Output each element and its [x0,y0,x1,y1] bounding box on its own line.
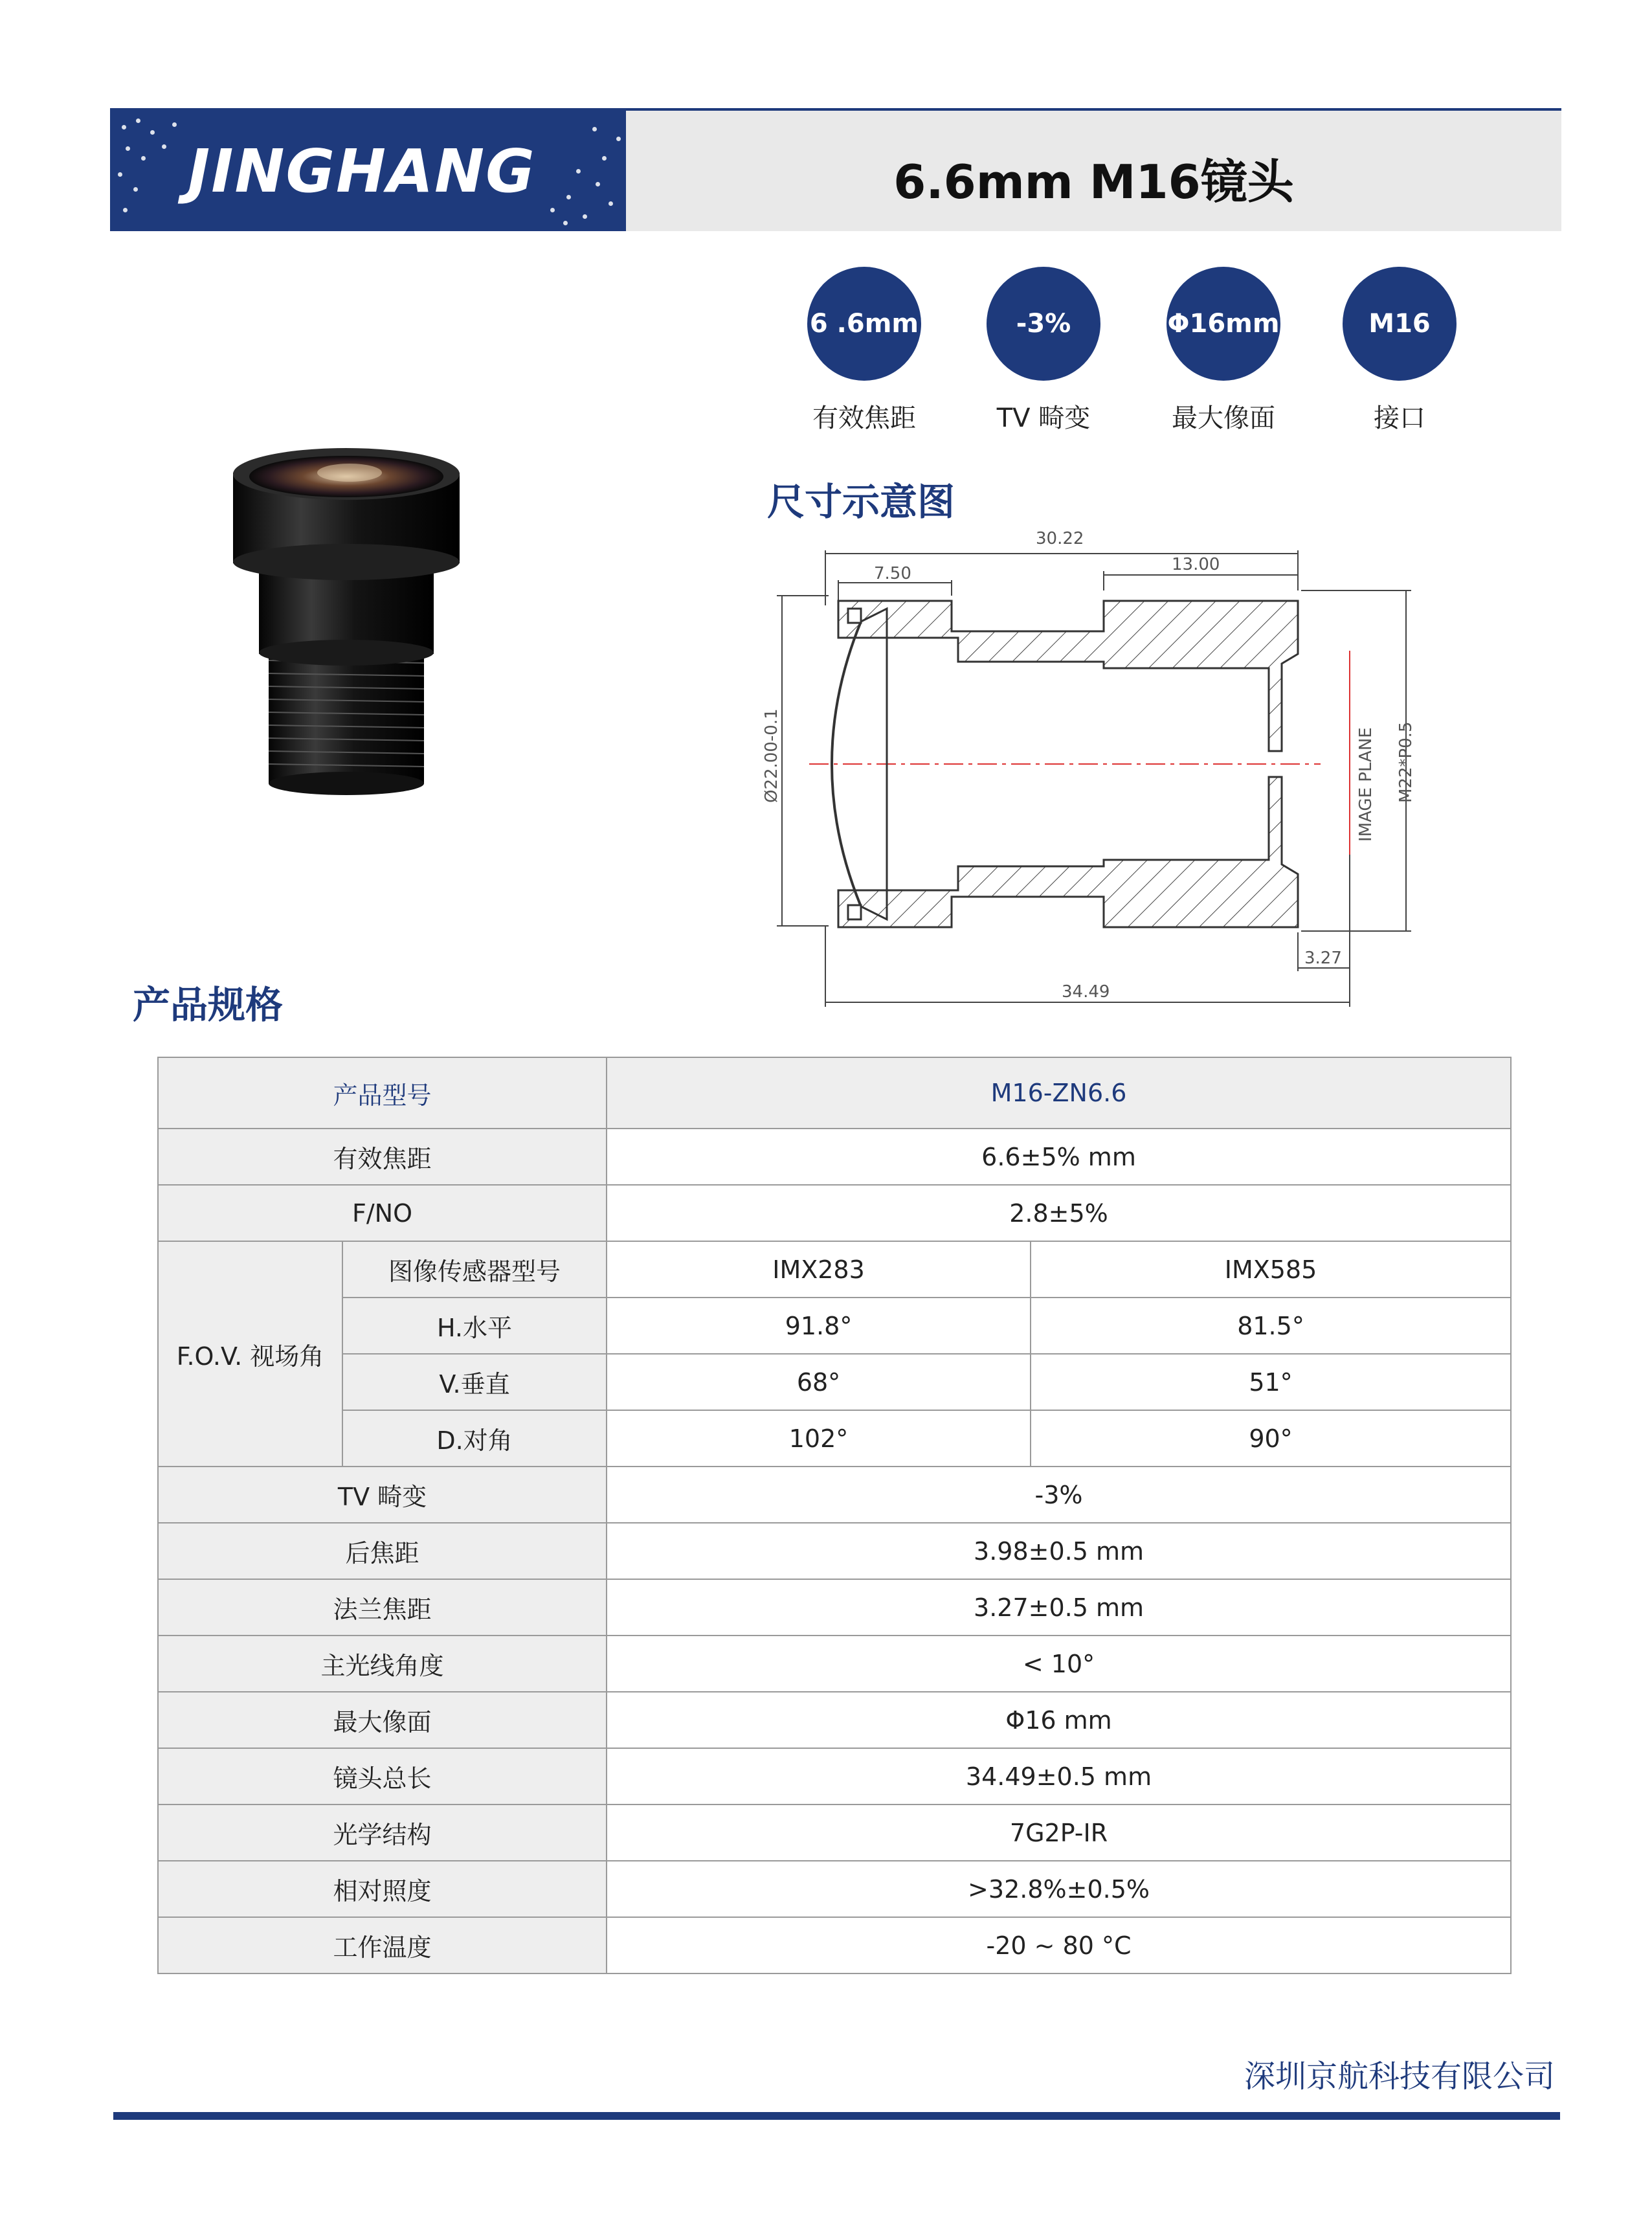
spec-label-cell: 镜头总长 [158,1748,607,1804]
fov-sub-label-cell: 图像传感器型号 [342,1241,607,1298]
lens-product-photo [220,447,473,796]
table-row [158,1354,1511,1410]
table-row [158,1804,1511,1861]
drawing-section-title: 尺寸示意图 [767,480,955,524]
focal-badge: 6 .6mm [807,267,921,381]
key-spec-image-circle [1162,267,1285,434]
key-spec-mount [1338,267,1461,434]
fov-cell: 51° [1031,1354,1511,1410]
spec-value-cell: < 10° [607,1636,1511,1692]
image-plane-label: IMAGE PLANE [1356,727,1376,842]
spec-label-cell: 工作温度 [158,1917,607,1973]
distortion-badge-label: TV 畸变 [996,403,1091,433]
fov-cell: IMX283 [607,1241,1031,1298]
spec-label-cell: 后焦距 [158,1523,607,1579]
fov-label-cell: F.O.V. 视场角 [158,1241,342,1467]
table-row [158,1057,1511,1129]
dim-total-length: 34.49 [1062,982,1110,1002]
dim-front-length: 7.50 [874,564,911,583]
fov-cell: 81.5° [1031,1298,1511,1354]
dimension-drawing [751,518,1431,1010]
table-row [158,1129,1511,1185]
image-circle-badge: Φ16mm [1166,267,1280,381]
table-row [158,1298,1511,1354]
focal-value-cell: 6.6±5% mm [607,1129,1511,1185]
logo [110,111,626,231]
spec-label-cell: 法兰焦距 [158,1579,607,1636]
fov-cell: 68° [607,1354,1031,1410]
footer-rule [113,2112,1560,2120]
focal-badge-label: 有效焦距 [812,403,916,433]
fov-cell: 102° [607,1410,1031,1467]
table-row [158,1467,1511,1523]
spec-label-cell: TV 畸变 [158,1467,607,1523]
spec-value-cell: >32.8%±0.5% [607,1861,1511,1917]
table-row [158,1748,1511,1804]
table-row [158,1917,1511,1973]
model-label-cell: 产品型号 [158,1057,607,1129]
fov-cell: 91.8° [607,1298,1031,1354]
spec-value-cell: Φ16 mm [607,1692,1511,1748]
fno-value-cell: 2.8±5% [607,1185,1511,1241]
spec-label-cell: 相对照度 [158,1861,607,1917]
specs-section-title: 产品规格 [133,983,284,1027]
table-row [158,1241,1511,1298]
table-row [158,1861,1511,1917]
mount-badge-label: 接口 [1374,403,1425,433]
fov-cell: IMX585 [1031,1241,1511,1298]
table-row [158,1523,1511,1579]
fov-sub-label-cell: H.水平 [342,1298,607,1354]
distortion-badge: -3% [987,267,1100,381]
image-circle-badge-label: 最大像面 [1172,403,1275,433]
key-spec-distortion [982,267,1105,434]
key-spec-focal [803,267,926,434]
dim-flange: 3.27 [1304,949,1342,968]
table-row [158,1185,1511,1241]
dim-overall-top: 30.22 [1036,529,1084,548]
focal-label-cell: 有效焦距 [158,1129,607,1185]
logo-text: JINGHANG [188,137,536,206]
title-bar [626,111,1561,231]
spec-value-cell: 34.49±0.5 mm [607,1748,1511,1804]
fov-cell: 90° [1031,1410,1511,1467]
spec-value-cell: 7G2P-IR [607,1804,1511,1861]
mount-badge: M16 [1343,267,1457,381]
spec-label-cell: 最大像面 [158,1692,607,1748]
spec-value-cell: -3% [607,1467,1511,1523]
spec-value-cell: -20 ~ 80 °C [607,1917,1511,1973]
spec-value-cell: 3.98±0.5 mm [607,1523,1511,1579]
table-row [158,1636,1511,1692]
fno-label-cell: F/NO [158,1185,607,1241]
document-title: 6.6mm M16镜头 [893,155,1294,209]
dim-rear-length: 13.00 [1172,555,1220,574]
fov-sub-label-cell: V.垂直 [342,1354,607,1410]
dim-thread: M22*P0.5 [1396,721,1416,803]
fov-sub-label-cell: D.对角 [342,1410,607,1467]
table-row [158,1410,1511,1467]
spec-value-cell: 3.27±0.5 mm [607,1579,1511,1636]
table-row [158,1579,1511,1636]
model-value-cell: M16-ZN6.6 [607,1057,1511,1129]
spec-label-cell: 光学结构 [158,1804,607,1861]
spec-table [157,1057,1512,1974]
dim-diameter: Ø22.00-0.1 [762,708,781,803]
table-row [158,1692,1511,1748]
spec-label-cell: 主光线角度 [158,1636,607,1692]
footer-company-name: 深圳京航科技有限公司 [1244,2058,1555,2095]
